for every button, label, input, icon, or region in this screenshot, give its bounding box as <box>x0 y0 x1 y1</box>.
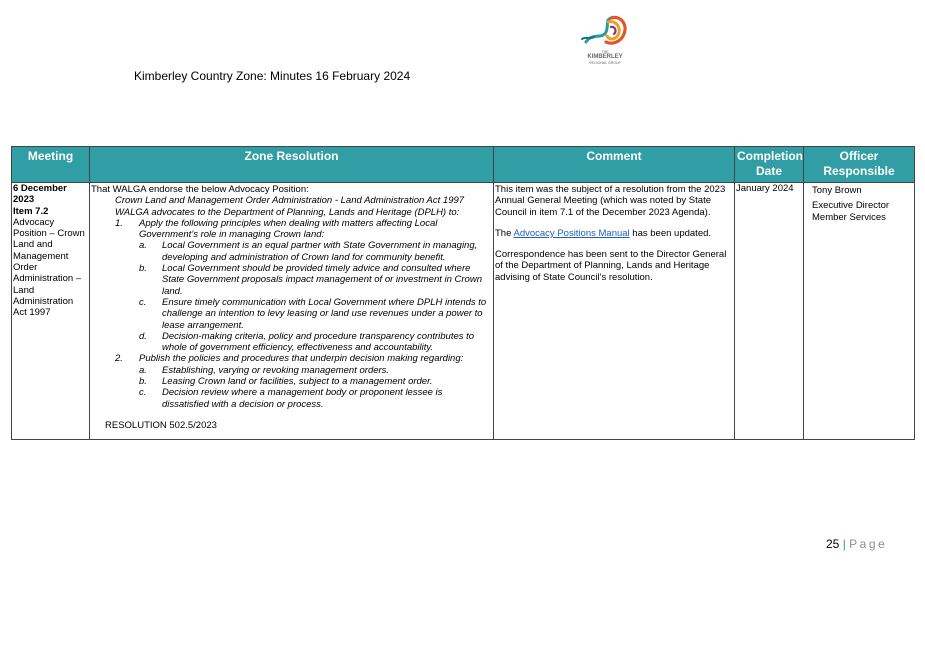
meeting-item-title: Advocacy Position – Crown Land and Management Order Administration – Land Administration Act 1997 <box>13 216 85 319</box>
resolution-item-1d: d. Decision-making criteria, policy and procedure transparency contributes to whole of government efficiency, effectiveness and accountability. <box>139 330 475 354</box>
resolution-item-2c: c. Decision review where a management body or proponent lessee is dissatisfied with a decision or process. <box>139 387 443 410</box>
resolution-item-2b: b. Leasing Crown land or facilities, subject to a management order. <box>139 376 433 388</box>
header-comment: Comment <box>494 147 735 183</box>
kimberley-logo <box>578 12 632 66</box>
comment-paragraph-3: Correspondence has been sent to the Director General of the Department of Planning, Lands and Heritage advising of State Council’s resolution. <box>495 249 727 283</box>
resolution-intro: That WALGA endorse the below Advocacy Position: <box>91 184 309 195</box>
officer-cell <box>804 183 915 440</box>
resolution-item-1c: c. Ensure timely communication with Local Government where DPLH intends to challenge an intention to levy leasing or land use revenues under a power to lease arrangement. <box>139 296 487 331</box>
table-row <box>12 183 915 440</box>
completion-date: January 2024 <box>736 183 794 194</box>
header-zone-resolution: Zone Resolution <box>90 147 494 183</box>
minutes-table <box>11 146 915 440</box>
completion-date-cell <box>735 183 804 440</box>
comment-paragraph-2: The Advocacy Positions Manual has been updated. <box>495 227 712 239</box>
officer-title: Executive Director Member Services <box>812 200 890 223</box>
advocacy-positions-manual-link[interactable]: Advocacy Positions Manual <box>513 227 630 239</box>
resolution-item-1a: a. Local Government is an equal partner with State Government in managing, developing and administration of Crown land for community benefit. <box>139 240 478 263</box>
comment-paragraph-1: This item was the subject of a resolution from the 2023 Annual General Meeting (which was noted by State Council in item 7.1 of the December 2023 Agenda). <box>495 184 726 218</box>
meeting-item-number: Item 7.2 <box>13 205 49 217</box>
resolution-item-1: 1. Apply the following principles when dealing with matters affecting Local Government’s role in managing Crown land: <box>115 217 438 241</box>
page-header-title: Kimberley Country Zone: Minutes 16 February 2024 <box>134 69 411 83</box>
resolution-item-2a: a. Establishing, varying or revoking management orders. <box>139 364 390 376</box>
table-header-row <box>12 147 915 183</box>
meeting-cell <box>12 183 90 440</box>
header-completion-date: Completion Date <box>735 147 804 183</box>
comment-cell <box>494 183 735 440</box>
header-meeting: Meeting <box>12 147 90 183</box>
meeting-date: 6 December 2023 <box>13 183 67 206</box>
page-number: 25 | Page <box>826 537 888 551</box>
logo-text: THE KIMBERLEY REGIONAL GROUP <box>587 50 623 65</box>
zone-resolution-cell <box>90 183 494 440</box>
resolution-heading: Crown Land and Management Order Administration - Land Administration Act 1997 <box>115 195 465 207</box>
resolution-item-2: 2. Publish the policies and procedures that underpin decision making regarding: <box>115 353 464 365</box>
officer-name: Tony Brown <box>812 185 862 196</box>
logo-swirl-icon <box>578 12 632 52</box>
resolution-number: RESOLUTION 502.5/2023 <box>105 419 217 431</box>
resolution-item-1b: b. Local Government should be provided timely advice and consulted where State Government proposals impact management of or investment in Crown land. <box>139 263 482 297</box>
resolution-advocates: WALGA advocates to the Department of Planning, Lands and Heritage (DPLH) to: <box>115 206 460 218</box>
header-officer-responsible: Officer Responsible <box>804 147 915 183</box>
